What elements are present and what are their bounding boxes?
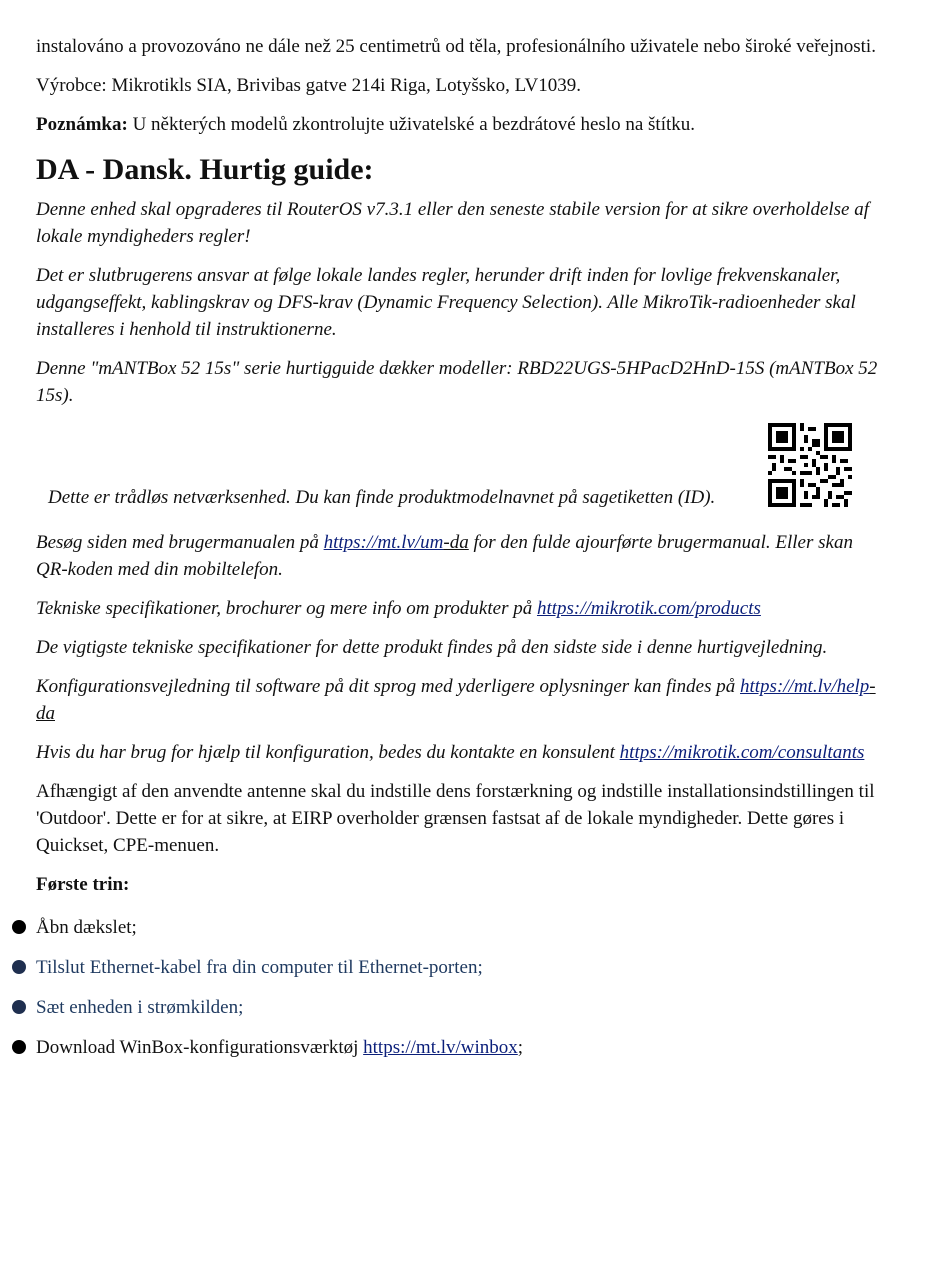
step-text: Tilslut Ethernet-kabel fra din computer til Ethernet-porten; (36, 957, 483, 978)
document-page (36, 33, 884, 1074)
manual-text-b: for den fulde ajourførte brugermanual. Eller skan QR-koden med din mobiltelefon. (36, 532, 853, 580)
bullet-icon (12, 1040, 26, 1054)
manual-text-a: Besøg siden med brugermanualen på (36, 532, 324, 553)
qr-code-icon[interactable] (768, 423, 852, 507)
responsibility-paragraph: Det er slutbrugerens ansvar at følge lokale landes regler, herunder drift inden for lovlige frekvenskanaler, udgangseffekt, kablingskrav og DFS-krav (Dynamic Frequency Selection). Alle MikroTik-radioenheder skal installeres i henhold til instruktionerne. (36, 265, 856, 340)
step-text: Sæt enheden i strømkilden; (36, 997, 244, 1018)
user-manual-link-suffix[interactable]: -da (443, 532, 469, 553)
list-item (36, 1034, 884, 1061)
wireless-device-text: Dette er trådløs netværksenhed. Du kan finde produktmodelnavnet på sagetiketten (ID). (48, 487, 716, 508)
bullet-icon (12, 960, 26, 974)
note-paragraph (36, 111, 884, 138)
user-manual-link[interactable]: https://mt.lv/um (323, 532, 444, 553)
main-specs-paragraph: De vigtigste tekniske specifikationer for dette produkt findes på den sidste side i denne hurtigvejledning. (36, 637, 828, 658)
winbox-link[interactable]: https://mt.lv/winbox (363, 1037, 518, 1058)
steps-title-text: Første trin: (36, 874, 130, 895)
bullet-icon (12, 1000, 26, 1014)
models-paragraph: Denne "mANTBox 52 15s" serie hurtigguide dækker modeller: RBD22UGS-5HPacD2HnD-15S (mANTBox 52 15s). (36, 358, 878, 406)
config-guide-text: Konfigurationsvejledning til software på dit sprog med yderligere oplysninger kan findes på (36, 676, 740, 697)
consultants-paragraph (36, 739, 884, 766)
consultants-link[interactable]: https://mikrotik.com/consultants (619, 742, 865, 763)
steps-list (36, 914, 884, 1061)
step-tail: ; (517, 1037, 524, 1058)
note-text: U některých modelů zkontrolujte uživatelské a bezdrátové heslo na štítku. (127, 114, 696, 135)
help-link-suffix[interactable]: -da (36, 676, 876, 724)
upgrade-paragraph: Denne enhed skal opgraderes til RouterOS v7.3.1 eller den seneste stabile version for at sikre overholdelse af lokale myndigheders regler! (36, 199, 870, 247)
manufacturer-line: Výrobce: Mikrotikls SIA, Brivibas gatve 214i Riga, Lotyšsko, LV1039. (36, 75, 581, 96)
list-item (36, 994, 884, 1021)
bullet-icon (12, 920, 26, 934)
list-item (36, 914, 884, 941)
steps-title (36, 871, 884, 898)
qr-row (36, 421, 884, 517)
specs-text: Tekniske specifikationer, brochurer og mere info om produkter på (36, 598, 537, 619)
note-label: Poznámka: (36, 114, 128, 135)
specs-paragraph (36, 595, 884, 622)
list-item (36, 954, 884, 981)
config-guide-paragraph (36, 673, 884, 727)
antenna-paragraph: Afhængigt af den anvendte antenne skal du indstille dens forstærkning og indstille installationsindstillingen til 'Outdoor'. Dette er for at sikre, at EIRP overholder grænsen fastsat af de lokale myndigheder. Dette gøres i Quickset, CPE-menuen. (36, 781, 875, 856)
section-heading: DA - Dansk. Hurtig guide: (36, 153, 374, 186)
products-link[interactable]: https://mikrotik.com/products (536, 598, 761, 619)
step-text: Download WinBox-konfigurationsværktøj (36, 1037, 364, 1058)
intro-paragraph: instalováno a provozováno ne dále než 25 centimetrů od těla, profesionálního uživatele nebo široké veřejnosti. (36, 36, 876, 57)
consultants-text: Hvis du har brug for hjælp til konfiguration, bedes du kontakte en konsulent (36, 742, 620, 763)
manual-paragraph (36, 529, 884, 583)
step-text: Åbn dækslet; (36, 917, 137, 938)
help-link[interactable]: https://mt.lv/help (740, 676, 870, 697)
